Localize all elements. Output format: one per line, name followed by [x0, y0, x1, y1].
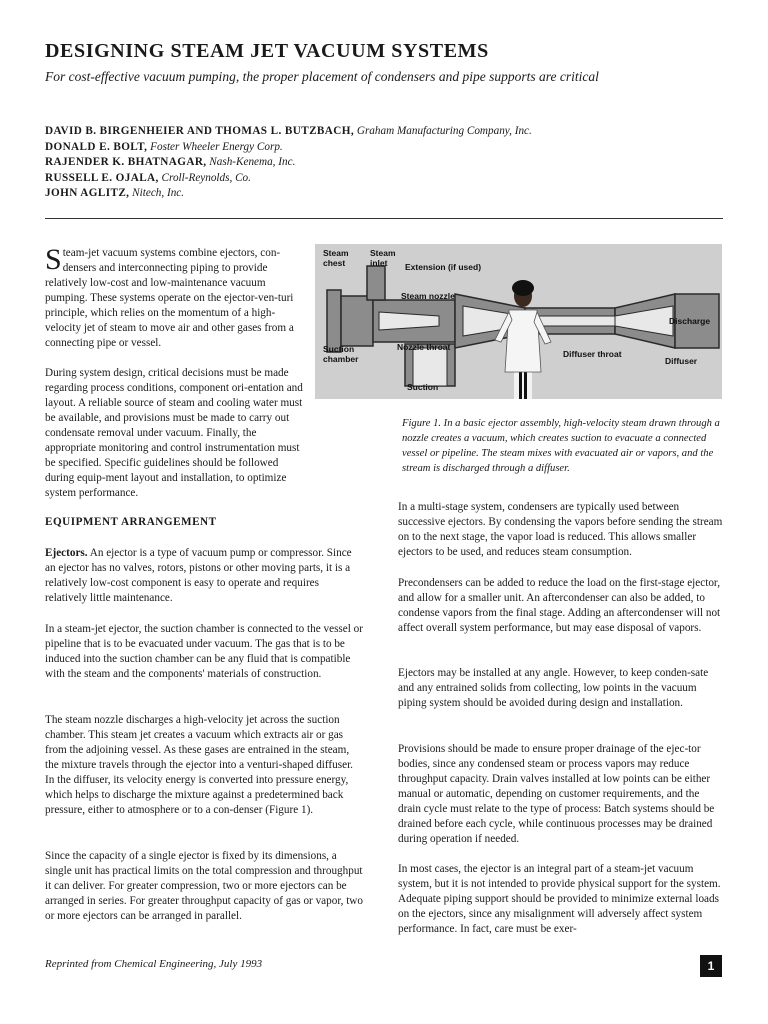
article-subtitle: For cost-effective vacuum pumping, the proper placement of condensers and pipe supports are critical [45, 69, 599, 84]
ejector-capacity-paragraph: Since the capacity of a single ejector is fixed by its dimensions, a single unit has practical limits on the total compression and throughput it can deliver. For greater compression, two or more ejectors can be arranged in series. For greater throughput capacity of gas or vapor, two or more ejectors can be arranged in parallel. [45, 850, 363, 922]
label-discharge: Discharge [669, 316, 711, 326]
page-number: 1 [700, 955, 722, 977]
author-line [45, 171, 735, 187]
drop-cap: S [45, 243, 62, 276]
label-diffuser-throat: Diffuser throat [563, 349, 622, 359]
label-steam-chest-1: Steam [323, 248, 349, 258]
piping-support-paragraph: In most cases, the ejector is an integral part of a steam-jet vacuum system, but it is not intended to provide physical support for the system. Adequate piping support should be provided to minimize external loads on the ejectors, since any misalignment will adversely affect system performance. In fact, care must be exer- [398, 863, 721, 935]
intro-paragraph-1-text: team-jet vacuum systems combine ejectors, con-densers and interconnecting piping to provide relatively low-cost and low-maintenance vacuum pumping. These systems operate on the ejector-ven-turi principle, which relies on the momentum of a high-velocity jet of steam to move air and other gases from a connecting pipe or vessel. [45, 247, 294, 349]
steam-inlet-pipe [367, 266, 385, 300]
author-names: DAVID B. BIRGENHEIER AND THOMAS L. BUTZBACH, [45, 125, 355, 137]
label-diffuser: Diffuser [665, 356, 698, 366]
author-line [45, 140, 735, 156]
suction-passage [413, 348, 447, 386]
header-divider [45, 218, 723, 219]
label-suction-chamber-1: Suction [323, 344, 355, 354]
steam-chest-cap [327, 290, 341, 352]
author-line [45, 155, 735, 171]
label-steam-nozzle: Steam nozzle [401, 291, 455, 301]
ejector-diagram [315, 244, 722, 399]
figure-caption: Figure 1. In a basic ejector assembly, high-velocity steam drawn through a nozzle creates a vacuum, which creates suction to evacuate a connected vessel or pipeline. The steam mixes with evacuated air or vapors, and the stream is discharged through a diffuser. [402, 418, 720, 474]
ejectors-paragraph [45, 546, 363, 606]
suction-chamber-paragraph: In a steam-jet ejector, the suction chamber is connected to the vessel or pipeline that is to be evacuated under vacuum. The gas that is to be induced into the suction chamber can be any fluid that is compatible with the steam and the components' materials of construction. [45, 623, 363, 680]
author-affiliation: Foster Wheeler Energy Corp. [150, 140, 283, 153]
section-heading: EQUIPMENT ARRANGEMENT [45, 516, 217, 528]
author-line [45, 186, 735, 202]
label-steam-inlet-2: inlet [370, 258, 388, 268]
ejectors-paragraph-text: An ejector is a type of vacuum pump or compressor. Since an ejector has no valves, rotors, pistons or other moving parts, it is a relatively low-cost component is easy to operate and requires relatively little maintenance. [45, 547, 352, 604]
author-names: RAJENDER K. BHATNAGAR, [45, 156, 207, 168]
author-list [45, 124, 735, 202]
intro-paragraph-2: During system design, critical decisions must be made regarding process conditions, component ori-entation and layout. A reliable source of steam and cooling water must be available, and provisions must be made to carry out condensate removal under vacuum. Finally, the appropriate monitoring and control instrumentation must be specified. Specific guidelines should be followed during equip-ment layout and installation, to optimize system performance. [45, 367, 303, 499]
author-names: DONALD E. BOLT, [45, 140, 148, 153]
author-names: JOHN AGLITZ, [45, 187, 130, 199]
intro-paragraph-1 [45, 243, 307, 351]
author-affiliation: Nash-Kenema, Inc. [209, 156, 296, 168]
label-steam-chest-2: chest [323, 258, 346, 268]
precondensers-paragraph: Precondensers can be added to reduce the load on the first-stage ejector, and allow for a smaller unit. An aftercondenser can also be added, to condense vapors from the final stage. Adding an aftercondenser will not affect overall system performance, but may ease disposal of vapors. [398, 577, 721, 634]
drainage-paragraph: Provisions should be made to ensure proper drainage of the ejec-tor bodies, since any condensed steam or process vapors may reduce throughput capacity. Drain valves installed at low points can be either manual or automatic, depending on customer requirements, and the drain cycle must relate to the type of process: Batch systems should be drained before each cycle, while continuous processes may be drained during operation if needed. [398, 743, 715, 845]
ejectors-run-in-head: Ejectors. [45, 547, 88, 559]
label-suction: Suction [407, 382, 439, 392]
presenter-hair [512, 280, 534, 296]
author-affiliation: Croll-Reynolds, Co. [161, 171, 251, 184]
installation-angle-paragraph: Ejectors may be installed at any angle. However, to keep conden-sate and any entrained solids from collecting, low points in the vacuum piping system should be avoided during design and installation. [398, 667, 709, 709]
label-extension: Extension (if used) [405, 262, 482, 272]
author-line [45, 124, 735, 140]
author-affiliation: Nitech, Inc. [132, 187, 185, 199]
author-affiliation: Graham Manufacturing Company, Inc. [356, 125, 532, 137]
multi-stage-paragraph: In a multi-stage system, condensers are typically used between successive ejectors. By condensing the vapors before sending the stream on to the next stage, the vapor load is reduced. This allows smaller ejectors to be used, and reduces steam consumption. [398, 501, 723, 558]
steam-nozzle-paragraph: The steam nozzle discharges a high-velocity jet across the suction chamber. This steam jet creates a vacuum which extracts air or gas from the adjoining vessel. As these gases are entrained in the steam, the mixture travels through the ejector into a venturi-shaped diffuser. In the diffuser, its velocity energy is converted into pressure energy, which helps to discharge the mixture against a predetermined back pressure, either to atmosphere or to a con-denser (Figure 1). [45, 714, 353, 816]
reprint-footer: Reprinted from Chemical Engineering, July 1993 [45, 958, 263, 970]
label-nozzle-throat: Nozzle throat [397, 342, 451, 352]
author-names: RUSSELL E. OJALA, [45, 171, 159, 184]
label-suction-chamber-2: chamber [323, 354, 359, 364]
article-title: DESIGNING STEAM JET VACUUM SYSTEMS [45, 40, 489, 62]
label-steam-inlet-1: Steam [370, 248, 396, 258]
steam-chest [341, 296, 373, 346]
